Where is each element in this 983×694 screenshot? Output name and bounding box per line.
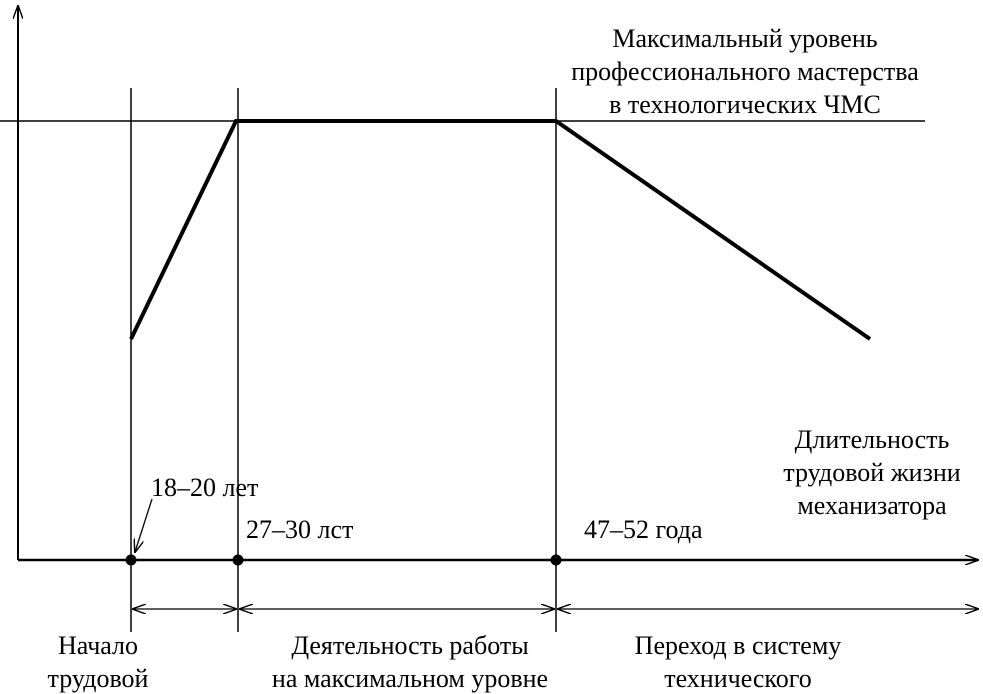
milestone-decline-label: 47–52 года bbox=[584, 515, 703, 544]
x-axis-title-3: механизатора bbox=[797, 491, 947, 520]
phase-peak-label-2: на максимальном уровне bbox=[271, 664, 549, 693]
phase-decline-label-1: Переход в систему bbox=[634, 631, 842, 660]
start-label-pointer bbox=[135, 499, 152, 552]
start-dot bbox=[126, 555, 137, 566]
phase-decline-label-2: технического bbox=[664, 664, 812, 693]
max-level-caption-1: Максимальный уровень bbox=[612, 24, 878, 53]
phase-peak-label-1: Деятельность работы bbox=[291, 631, 529, 660]
phase-start-label-1: Начало bbox=[57, 631, 139, 660]
x-axis-title-1: Длительность bbox=[794, 425, 950, 454]
max-level-caption-2: профессионального мастерства bbox=[571, 57, 919, 86]
decline-dot bbox=[551, 555, 562, 566]
max-level-caption-3: в технологических ЧМС bbox=[609, 90, 881, 119]
peak-dot bbox=[233, 555, 244, 566]
phase-start-label-2: трудовой bbox=[47, 664, 149, 693]
skill-curve bbox=[131, 121, 870, 339]
x-axis-title-2: трудовой жизни bbox=[783, 458, 961, 487]
milestone-peak-label: 27–30 лст bbox=[246, 515, 354, 544]
milestone-start-label: 18–20 лет bbox=[151, 473, 259, 502]
